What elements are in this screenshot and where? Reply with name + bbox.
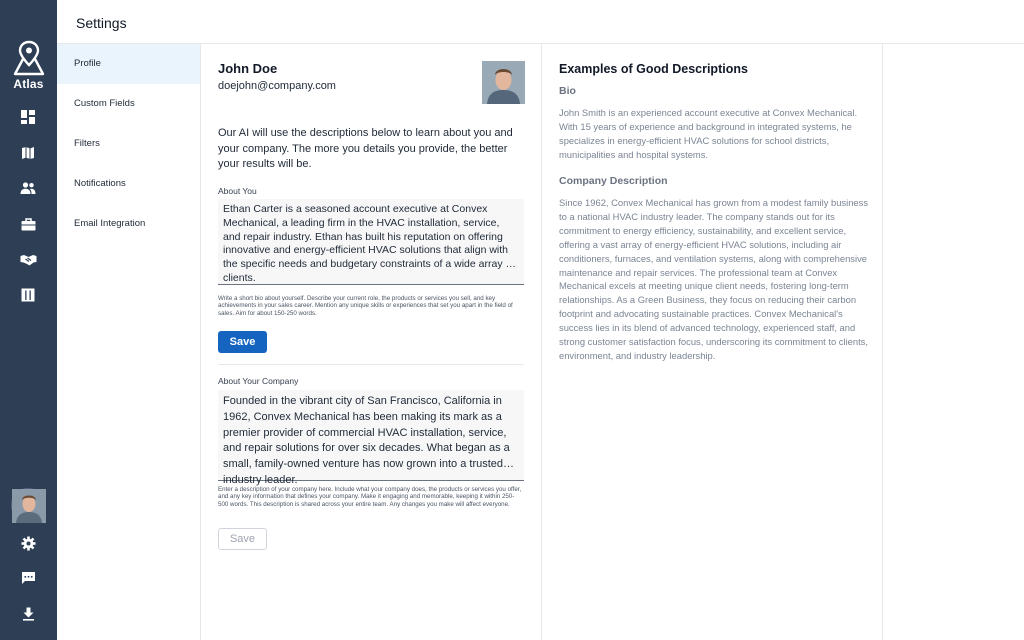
gear-icon[interactable] [14, 532, 42, 554]
map-icon[interactable] [14, 142, 42, 164]
section-divider [218, 364, 524, 365]
columns-icon[interactable] [14, 284, 42, 306]
download-icon[interactable] [14, 603, 42, 625]
dashboard-icon[interactable] [14, 106, 42, 128]
nav-item-notifications[interactable]: Notifications [74, 178, 126, 189]
page-header [57, 0, 1024, 44]
app-rail [0, 0, 57, 640]
about-company-help: Enter a description of your company here. Include what your company does, the products or services you offer, and any key information that defines your company. Make it engaging and memorable, keeping it within 250-500 words. This description is shared across your entire team. Any changes you make will affect everyone. [218, 486, 522, 508]
about-you-help: Write a short bio about yourself. Describe your current role, the products or services you sell, and key achievements in your sales career. Mention any unique skills or experiences that set you apart in the field of sales. Aim for about 150-250 words. [218, 295, 513, 317]
profile-email: doejohn@company.com [218, 80, 336, 92]
atlas-logo[interactable] [0, 40, 57, 96]
rail-user-avatar[interactable] [11, 488, 45, 522]
about-company-save-button[interactable]: Save [218, 528, 267, 550]
about-company-value: Founded in the vibrant city of San Francisco, California in 1962, Convex Mechanical has been making its mark as a premier provider of commercial HVAC installation, service, and repair solutions for over six decades. What began as a small, family-owned venture has now grown into a trusted industry leader. [223, 395, 510, 486]
examples-panel [542, 44, 883, 640]
profile-form [201, 44, 542, 640]
people-icon[interactable] [14, 177, 42, 199]
about-you-textarea[interactable] [218, 199, 524, 285]
nav-item-custom-fields[interactable]: Custom Fields [74, 98, 135, 109]
about-company-textarea[interactable] [218, 390, 524, 486]
examples-bio-heading: Bio [559, 85, 576, 97]
profile-avatar[interactable] [482, 61, 525, 104]
about-you-label: About You [218, 186, 257, 196]
nav-item-profile[interactable]: Profile [57, 44, 200, 84]
nav-item-filters[interactable]: Filters [74, 138, 100, 149]
profile-name: John Doe [218, 61, 278, 76]
map-pin-logo-icon [12, 40, 46, 76]
about-company-label: About Your Company [218, 376, 299, 386]
about-you-save-button[interactable]: Save [218, 331, 267, 353]
about-you-value: Ethan Carter is a seasoned account executive at Convex Mechanical, a leading firm in the HVAC installation, service, and repair industry. Ethan has built his reputation on offering innovative and energy-efficient HVAC solutions that align with the specific needs and budgetary constraints of a wide array of clients. [223, 203, 515, 284]
nav-item-email-integration[interactable]: Email Integration [74, 218, 146, 229]
examples-company-heading: Company Description [559, 175, 668, 187]
examples-bio-text: John Smith is an experienced account executive at Convex Mechanical. With 15 years of experience and background in integrated systems, he specializes in energy-efficient HVAC solutions for school districts, municipalities and hospital systems. [559, 107, 858, 160]
examples-company-text: Since 1962, Convex Mechanical has grown from a modest family business to a national HVAC industry leader. The company stands out for its commitment to energy efficiency, sustainability, and excellent service, offering a vast array of energy-efficient HVAC solutions, including air conditioners, furnaces, and ventilation systems, along with comprehensive maintenance and repair services. The professional team at Convex Mechanical excels at meeting unique client needs, fostering long-term relationships. As a Green Business, they focus on reducing their carbon footprint and advocating sustainable practices. Convex Mechanical's success lies in its blend of advanced technology, experienced staff, and strong customer satisfaction focus, underscoring its commitment to clients, environment, and industry leadership. [559, 197, 869, 361]
briefcase-icon[interactable] [14, 213, 42, 235]
chat-icon[interactable] [14, 567, 42, 589]
page-title: Settings [76, 15, 127, 31]
handshake-icon[interactable] [14, 249, 42, 271]
profile-intro: Our AI will use the descriptions below to learn about you and your company. The more you details you provide, the better your results will be. [218, 127, 513, 170]
settings-nav [57, 44, 201, 640]
app-name: Atlas [13, 77, 44, 91]
examples-title: Examples of Good Descriptions [559, 62, 748, 76]
